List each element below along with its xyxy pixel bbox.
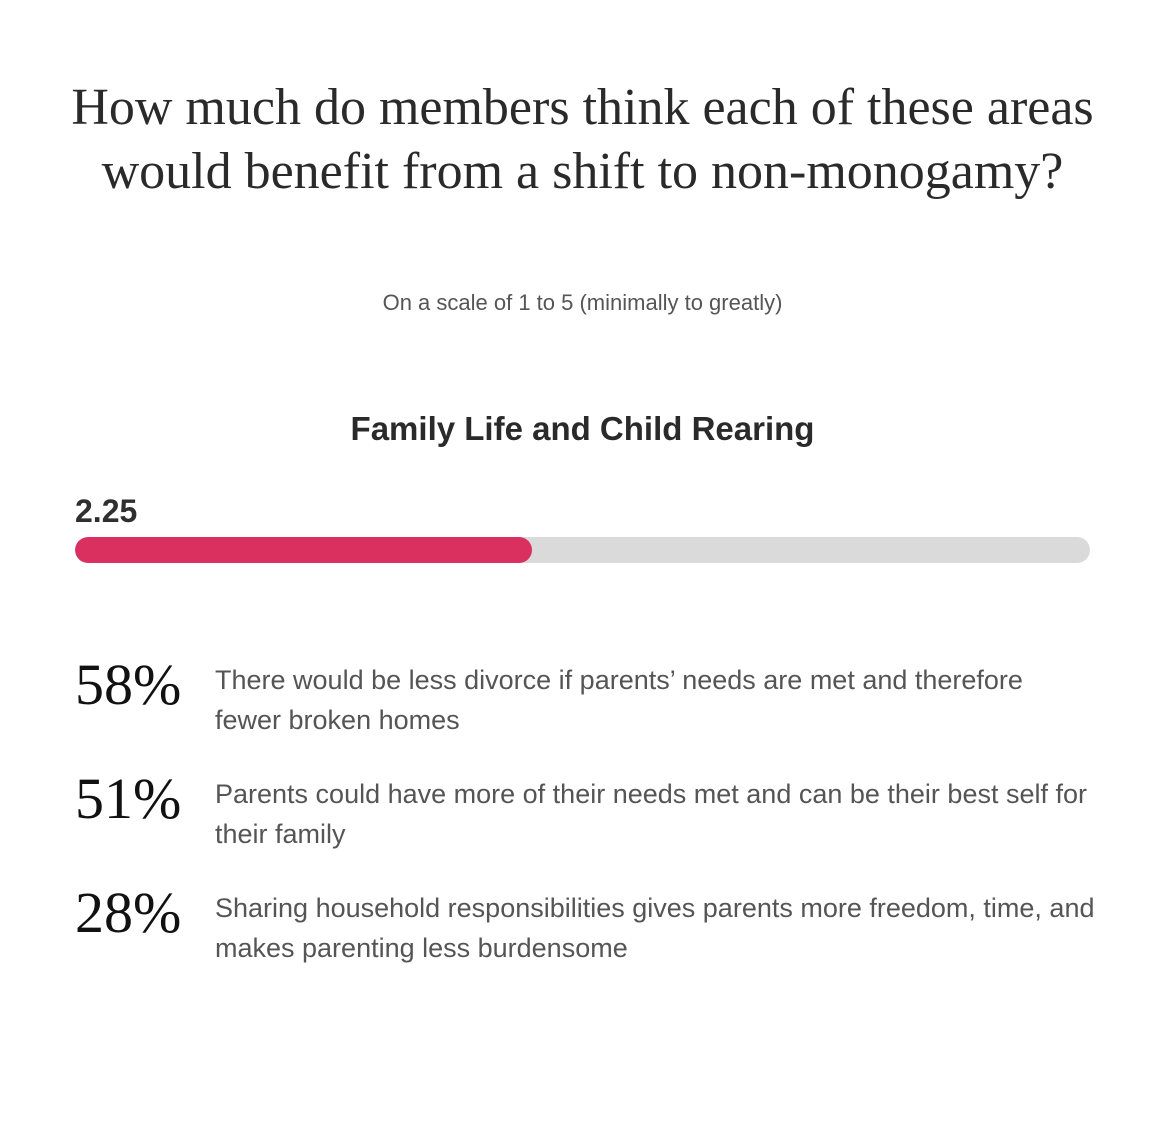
statement-row (75, 764, 1105, 864)
statement-text: Parents could have more of their needs met and can be their best self for their family (215, 779, 1087, 849)
category-title: Family Life and Child Rearing (350, 410, 815, 447)
statement-percent: 51% (75, 766, 182, 831)
chart-subtitle: On a scale of 1 to 5 (minimally to greatly) (382, 290, 783, 315)
statement-text: There would be less divorce if parents’ needs are met and therefore fewer broken homes (215, 665, 1023, 735)
chart-title: How much do members think each of these areas would benefit from a shift to non-monogamy? (71, 79, 1094, 200)
score-value: 2.25 (75, 493, 138, 529)
statement-percent: 28% (75, 880, 182, 945)
score-bar-track (75, 537, 1090, 563)
statement-text: Sharing household responsibilities gives parents more freedom, time, and makes parenting less burdensome (215, 893, 1095, 963)
statement-percent: 58% (75, 652, 182, 717)
statement-row (75, 878, 1105, 978)
score-bar-fill (75, 537, 532, 563)
statement-row (75, 650, 1105, 750)
